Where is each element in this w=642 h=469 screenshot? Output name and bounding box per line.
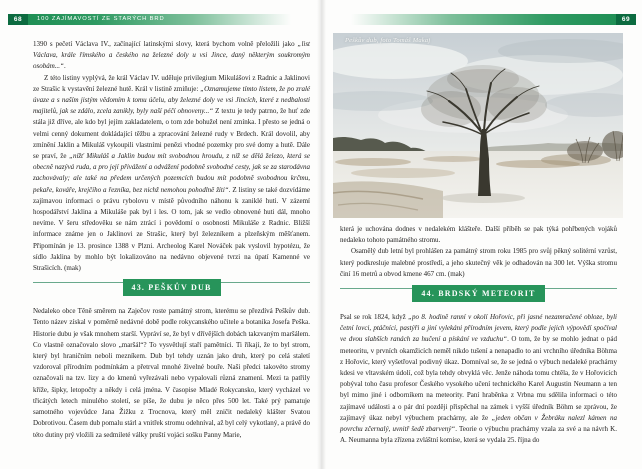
section-heading-43 — [33, 278, 310, 300]
paragraph — [33, 39, 310, 73]
paragraph — [33, 306, 310, 440]
paragraph — [33, 73, 310, 275]
text-run: . Z listiny se také dozvídáme zajímavou informaci o právu rybolovu v místě původního náhonu k zaniklé huti. V zázemí hospodářství Jaklina a Mikuláše pak byl i les. O tom, jak se vedlo obnovené huti dál, mnoho nevíme. V šeru středověku se nám ztrácí i povědomí o osobnosti Mikuláše z Radnic. Bližší informace známe jen o Jaklinovi ze Strašic, který byl železníkem a plzeňským měšťanem. Připomínán je 13. prosince 1388 v Plzni. Archeolog Karel Nováček pak vyslovil hypotézu, že sídlo Jaklina by mohlo být lokalizováno na nedávno objevené tvrzi na úpatí Kamenné ve Strašicích. (mak) — [33, 185, 310, 273]
text-run-quote: „jeden občan v Žebráku nalezl kámen na povrchu zčernalý, uvnitř šedě zbarvený“ — [340, 413, 617, 434]
text-run: Osamělý dub letní byl prohlášen za památný strom roku 1985 pro svůj pěkný solitérní vzrůst, který podkresluje malebné prostředí, a jeho skutečný věk je odhadován na 300 let. Výška stromu činí 16 metrů a obvod kmene 467 cm. (mak) — [340, 247, 617, 278]
section-heading-44 — [340, 284, 617, 306]
text-run: Psal se rok 1824, když — [340, 313, 409, 322]
page-header-left — [8, 14, 302, 25]
header-gradient-bar — [340, 14, 616, 25]
text-run: která je uchována dodnes v nedalekém klášteře. Další příběh se pak týká pohřbených vojáků nedaleko tohoto památného stromu. — [340, 225, 617, 245]
winter-oak-illustration — [333, 33, 623, 218]
text-run: . Teorie o výbuchu prachárny vzala za své a na návrh K. A. Neumanna byla zřízena zvláštní komise, která se vydala 25. října do — [340, 425, 617, 445]
paragraph — [340, 224, 617, 246]
book-title: 100 ZAJÍMAVOSTÍ ZE STARÝCH BRD — [28, 14, 302, 25]
page-header-right — [340, 14, 636, 25]
text-run: Z textu je tedy patrno, že huť zde stála již dříve, ale kdo byl jejím zakladatelem, o tom zde bohužel není zmínka. I přesto se jedná o velmi cenný dokument dokládající těžbu a zpracování železné rudy v Brdech. Král dovolil, aby zmínění Jaklin a Mikuláš vykoupili vlastními penězi vhodné pozemky pro své domy a hutě. Dále se praví, že — [33, 107, 310, 161]
left-body-text — [33, 39, 310, 441]
right-body-text — [340, 224, 617, 446]
text-run: . O tom, že by se mohlo jednat o pád meteoritu, v prvních okamžicích neměl nikdo tušení a nenapadlo to ani vrchního úředníka Böhma z Hořovic, který vyšetřoval podivný úkaz. Domníval se, že se jedná o výbuch nedaleké prachárny kdesi ve vltavském údolí, což byla tehdy obvyklá věc. Jenže náhoda tomu chtěla, že v Hořovicích pobýval toho času profesor Českého vysokého učení technického Karel Augustin Neumann a ten byl mimo jiné i odborníkem na meteority. Paní hraběnka z Vrbna mu sdělila informaci o této zajímavé události a o pár dní později přispěchal na zámek i vyšší úředník Böhm se zprávou, že zajímavý úkaz nebyl výbuchem prachárny, ale že — [340, 335, 617, 422]
text-run-quote: „po 8. hodině ranní v okolí Hořovic, při jasné nezamračené obloze, byli četní lovci, ptáčníci, pastýři a jiní vylekáni přírodním jevem, který podle jejich výpovědí spočíval ve dvou slabších ranách za hučení a pískání ve vzduchu“ — [340, 313, 617, 344]
page-number-left: 68 — [8, 14, 28, 25]
section-title-43: 43. PEŠKŮV DUB — [123, 279, 221, 296]
text-run-quote: „Oznamujeme tímto listem, že po zralé úvaze a s naším jistým vědomím k tomu účelu, aby železné doly ve vsi Jincích, které z nedbalosti majitelů, jak se zdálo, zcela zanikly, byly naší péčí obnoveny...“ — [33, 84, 310, 116]
photo-caption: Peškův dub, foto Tomáš Makaj — [345, 37, 431, 44]
text-run-quote: „nížť Mikuláš a Jaklin budou mít svobodnou hroudu, z níž se dělá železo, která se obecně nazývá ruda, a pro její přivážení a odvážení podobně svobodné cesty, jak se za starodávna zachovávaly; ale také na předem určených pozemcích budou mít podobně svobodnou krčmu, pekaře, kováře, krejčího a řezníka, bez nichž nemohou pohodlně žíti“ — [33, 152, 310, 194]
page-number-right: 69 — [616, 14, 636, 25]
text-run: . — [63, 62, 66, 71]
right-page — [321, 0, 642, 469]
paragraph — [340, 312, 617, 446]
text-run-quote: „list Václava, krále římského a českého na železné doly u vsi Jince, daný některým soukromým osobám...“ — [33, 40, 310, 71]
peskuv-dub-photo — [333, 33, 623, 218]
section-title-44: 44. BRDSKÝ METEORIT — [412, 285, 544, 302]
text-run: 1390 s pečetí Václava IV., začínající latinskými slovy, která bychom volně přeložili jako — [33, 40, 298, 48]
text-run: Z této listiny vyplývá, že král Václav IV. uděluje privilegium Mikulášovi z Radnic a Jaklinovi ze Strašic k vystavění železné hutě. Král v listině zmiňuje: — [33, 73, 310, 93]
text-run: Nedaleko obce Těně směrem na Zaječov roste památný strom, kterému se přezdívá Peškův dub. Tento název získal v poměrně nedávné době podle rokycanského učitele a botanika Josefa Peška. Historie dubu je však mnohem starší. Vypráví se, že byl v dřívějších dobách takzvaným maršálem. Co vlastně označovalo slovo „maršál“? To vysvětlují staří pamětníci. Ti říkají, že to byl strom, který byl hraničním neboli mezníkem. Dub byl tehdy uznán jako druh, který po celá staletí vzdoroval přírodním podmínkám a přetrval mnohé živelné bouře. Naši předci takovéto stromy označovali na tzv. lizy a do kmenů vyřezávali nebo vypalovali různá znamení. Mezi ta patřily kříže, šipky, letopočty a někdy i celá jména. V časopise Mladé Rokycansko, který vycházel ve třicátých letech minulého století, se píše, že dubu je něco přes 500 let. Také prý pamatuje samotného vojevůdce Jana Žižku z Trocnova, který měl zničit nedaleký klášter Svatou Dobrotivou. Časem dub pomalu stárl a vnitřek stromu odehníval, až byl celý vykotlaný, a právě do této dutiny prý vložili za sedmileté války pruští vojáci sošku Panny Marie, — [33, 307, 310, 439]
paragraph — [340, 246, 617, 280]
